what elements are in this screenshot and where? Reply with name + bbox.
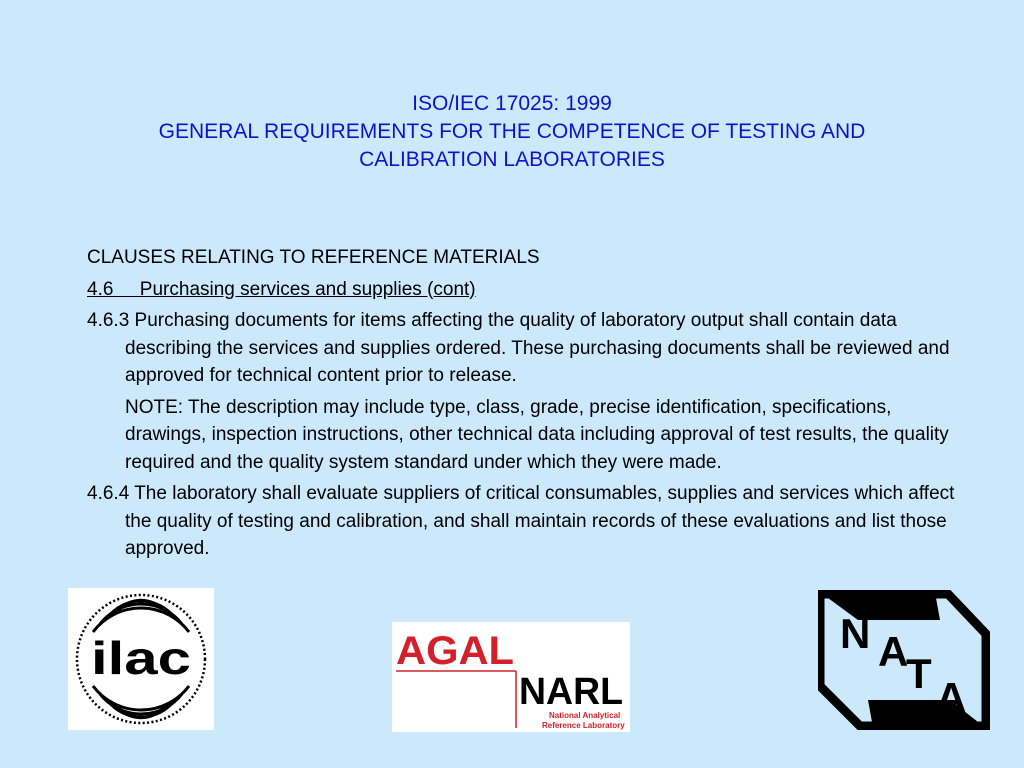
agal-text: AGAL <box>396 629 514 673</box>
title-line-1: ISO/IEC 17025: 1999 <box>412 92 612 115</box>
narl-subtitle-2: Reference Laboratory <box>542 721 625 730</box>
nata-letter-t: T <box>906 650 932 697</box>
section-subheading: 4.6 Purchasing services and supplies (cont) <box>87 278 476 300</box>
narl-text: NARL <box>519 671 623 713</box>
nata-logo <box>818 590 990 730</box>
nata-letter-n: N <box>840 610 871 657</box>
clause-number: 4.6.4 <box>87 483 130 504</box>
nata-logo-icon <box>818 590 990 730</box>
ilac-logo <box>68 588 214 730</box>
clause-4-6-3 <box>87 307 967 390</box>
ilac-logo-text: ilac <box>91 632 191 684</box>
clause-4-6-4 <box>87 480 967 563</box>
narl-subtitle-1: National Analytical <box>549 711 621 720</box>
clause-text: Purchasing documents for items affecting the quality of laboratory output shall contain data describing the services and supplies ordered. These purchasing documents shall be reviewed and approved for technical content prior to release. <box>125 310 950 386</box>
ilac-logo-icon <box>68 588 214 730</box>
nata-letter-a1: A <box>878 628 909 675</box>
clause-note: NOTE: The description may include type, class, grade, precise identification, specifications, drawings, inspection instructions, other technical data including approval of test results, the quality required and the quality system standard under which they were made. <box>125 396 949 473</box>
slide-title <box>60 90 964 174</box>
agal-narl-logo <box>392 622 630 732</box>
title-line-3: CALIBRATION LABORATORIES <box>359 148 665 171</box>
agal-narl-logo-icon <box>392 622 630 732</box>
clause-number: 4.6.3 <box>87 310 130 331</box>
nata-letter-a2: A <box>936 674 967 721</box>
slide-body <box>87 244 967 567</box>
section-heading: CLAUSES RELATING TO REFERENCE MATERIALS <box>87 247 540 268</box>
clause-text: The laboratory shall evaluate suppliers of critical consumables, supplies and services which affect the quality of testing and calibration, and shall maintain records of these evaluations and list those approved. <box>125 483 955 559</box>
title-line-2: GENERAL REQUIREMENTS FOR THE COMPETENCE OF TESTING AND <box>158 120 866 143</box>
